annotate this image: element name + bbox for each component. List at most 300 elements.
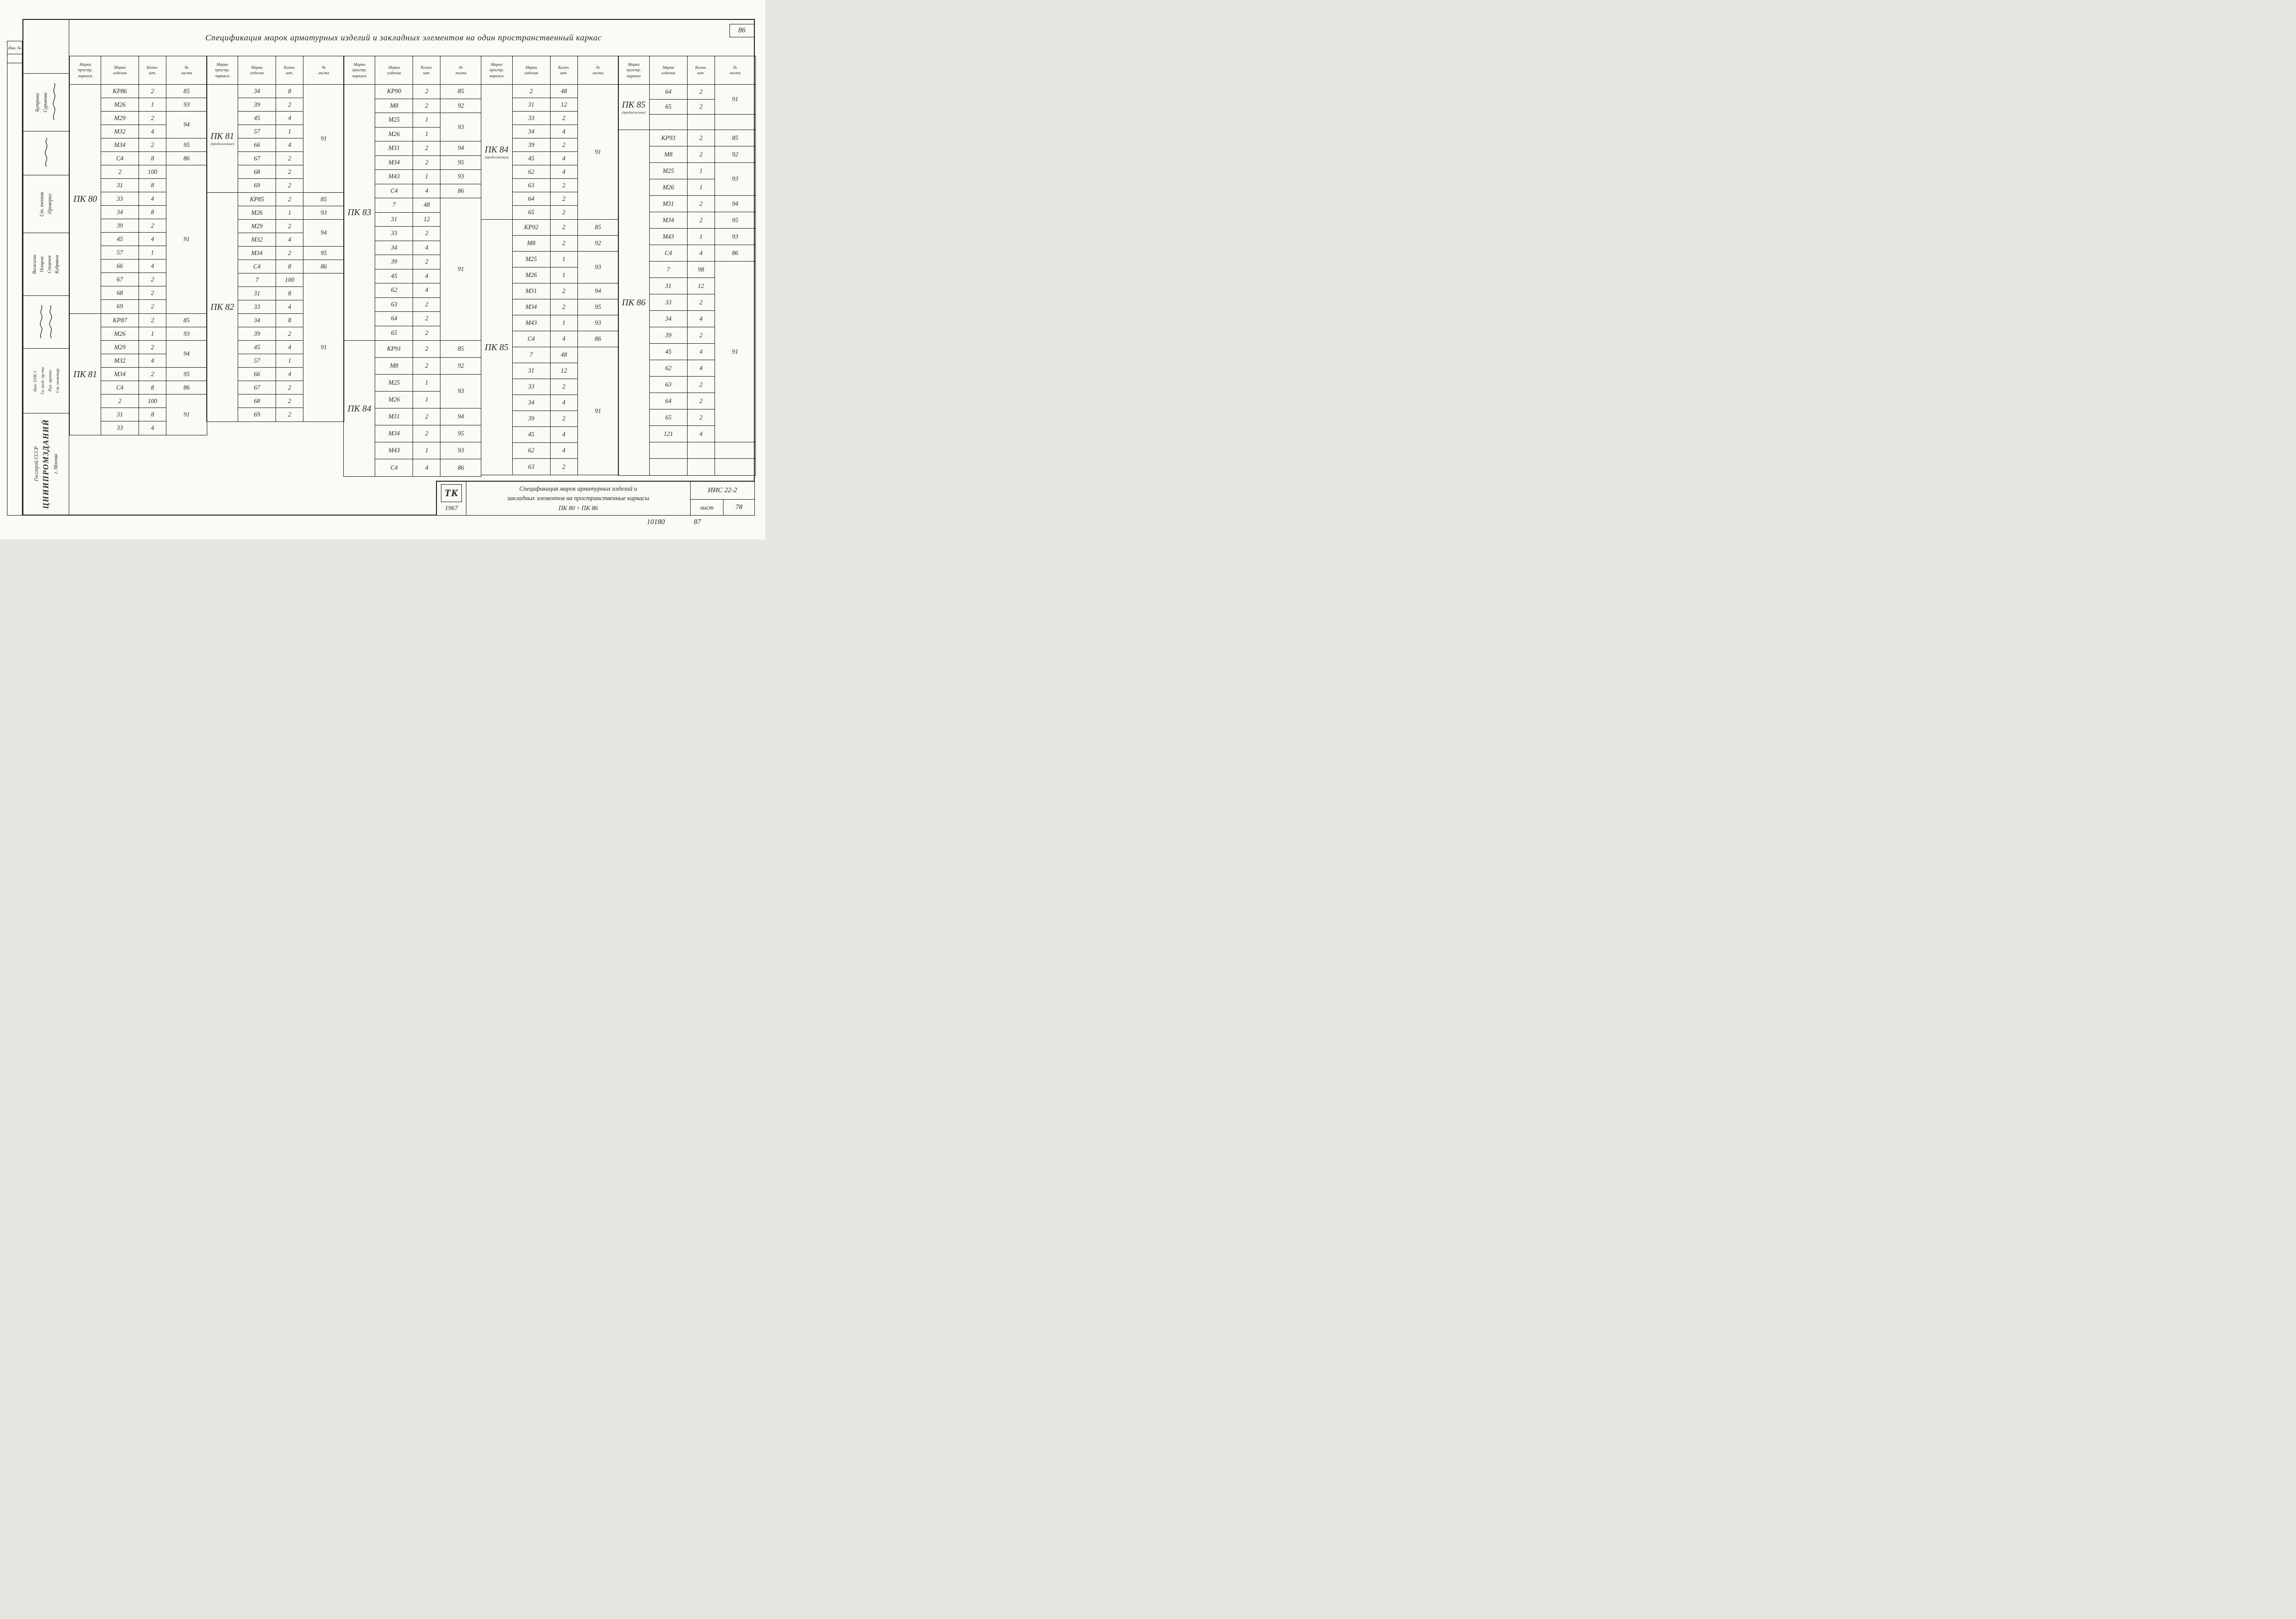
description-line: ПК 80 ÷ ПК 86 (558, 504, 598, 512)
column-header: Марка изделия (650, 56, 688, 84)
inventory-strip (7, 41, 22, 516)
quantity-cell (688, 459, 715, 475)
quantity-cell: 8 (139, 152, 166, 165)
column-header: Марка простр. каркаса (70, 56, 101, 84)
quantity-cell: 2 (551, 192, 578, 206)
item-mark-cell: М25 (650, 163, 688, 179)
item-mark-cell: М26 (101, 327, 139, 341)
quantity-cell: 12 (551, 363, 578, 379)
quantity-cell: 2 (688, 294, 715, 311)
quantity-cell: 2 (413, 227, 440, 241)
sheet-number-cell: 91 (320, 344, 327, 351)
item-mark-cell: 67 (238, 381, 276, 395)
quantity-cell: 4 (551, 125, 578, 138)
sheet-row (691, 500, 754, 515)
quantity-cell: 2 (276, 395, 303, 408)
item-mark-cell: 45 (101, 233, 139, 246)
document-description (466, 482, 691, 515)
quantity-cell: 4 (551, 165, 578, 179)
quantity-cell: 1 (688, 163, 715, 179)
quantity-cell: 1 (276, 206, 303, 220)
quantity-cell: 1 (413, 442, 440, 459)
frame-mark-cell (618, 85, 650, 130)
sheet-number-cell: 91 (594, 407, 601, 414)
page-number: 86 (738, 26, 746, 34)
technician-block (23, 175, 69, 233)
frame-mark-cell (344, 341, 375, 476)
column-header: Колич. шт. (413, 56, 440, 84)
sheet-number-cell: 92 (715, 146, 755, 163)
signature-block (23, 295, 69, 349)
item-mark-cell: М34 (513, 299, 551, 315)
sheet-number-cell: 85 (440, 341, 481, 358)
quantity-cell: 12 (413, 213, 440, 227)
role-label: Проверил (47, 194, 53, 214)
item-mark-cell: М26 (375, 392, 413, 408)
column-header: Колич. шт. (688, 56, 715, 84)
sheet-number-cell: 85 (715, 130, 755, 146)
item-mark-cell: С4 (375, 184, 413, 199)
item-mark-cell: М43 (650, 229, 688, 245)
spec-table-area (69, 56, 756, 477)
quantity-cell: 8 (139, 206, 166, 219)
person-name: Сторчев (47, 255, 52, 273)
item-mark-cell: КР93 (650, 130, 688, 146)
quantity-cell: 2 (413, 298, 440, 312)
quantity-cell: 1 (551, 315, 578, 331)
description-line: закладных элементов на пространственные каркасы (507, 495, 650, 502)
quantity-cell: 8 (276, 260, 303, 273)
quantity-cell: 2 (413, 341, 440, 358)
quantity-cell: 4 (276, 368, 303, 381)
item-mark-cell: М32 (101, 354, 139, 368)
column-header: Колич. шт. (139, 56, 166, 84)
quantity-cell: 2 (551, 236, 578, 252)
item-mark-cell: М29 (101, 341, 139, 354)
quantity-cell: 2 (688, 212, 715, 229)
group-header (70, 56, 207, 85)
item-mark-cell: М25 (375, 113, 413, 128)
item-mark-cell: 34 (238, 314, 276, 327)
column-header: Марка простр. каркаса (344, 56, 375, 84)
group-header (207, 56, 344, 85)
item-mark-cell: М25 (513, 252, 551, 268)
quantity-cell: 4 (413, 283, 440, 298)
item-mark-cell: М31 (375, 141, 413, 156)
item-mark-cell: 39 (101, 219, 139, 233)
quantity-cell: 2 (276, 381, 303, 395)
item-mark-cell: 33 (513, 379, 551, 395)
quantity-cell: 2 (276, 152, 303, 165)
organization-name: Госстрой СССР (33, 446, 39, 482)
item-mark-cell: 2 (513, 85, 551, 98)
item-mark-cell: 31 (238, 287, 276, 300)
quantity-cell: 2 (139, 273, 166, 286)
item-mark-cell: 33 (513, 112, 551, 125)
sheet-number: 78 (735, 503, 742, 511)
sheet-number-cell: 91 (715, 85, 755, 115)
sheet-number-cell (715, 459, 755, 475)
sheet-number-cell: 94 (440, 141, 481, 156)
item-mark-cell: М32 (238, 233, 276, 247)
quantity-cell: 1 (413, 128, 440, 142)
quantity-cell: 2 (688, 393, 715, 409)
item-mark-cell: 45 (375, 270, 413, 284)
quantity-cell: 2 (139, 368, 166, 381)
sheet-number-cell: 91 (183, 411, 190, 418)
quantity-cell: 2 (551, 206, 578, 219)
spec-group-5 (618, 56, 756, 476)
sheet-number-cell: 86 (457, 464, 464, 471)
quantity-cell: 2 (688, 100, 715, 115)
role-label: Рук. группы (47, 370, 52, 392)
quantity-cell: 1 (551, 268, 578, 283)
quantity-cell: 48 (551, 85, 578, 98)
spec-section (70, 85, 207, 314)
item-mark-cell: М32 (101, 125, 139, 138)
item-mark-cell: 65 (513, 206, 551, 219)
sheet-number-cell (715, 115, 755, 130)
item-mark-cell: КР85 (238, 193, 276, 206)
item-mark-cell: М26 (101, 98, 139, 112)
frame-mark-note: (продолжение) (210, 141, 235, 146)
item-mark-cell: 65 (375, 326, 413, 341)
group-header (618, 56, 755, 85)
roles-block (23, 348, 69, 412)
spec-group-4 (481, 56, 619, 475)
spec-group-1 (69, 56, 207, 435)
item-mark-cell: 69 (238, 179, 276, 192)
item-mark-cell: 66 (238, 368, 276, 381)
quantity-cell: 2 (551, 283, 578, 299)
sheet-number-cell: 91 (594, 148, 601, 155)
sheet-number-cell: 95 (166, 138, 207, 152)
quantity-cell: 4 (551, 152, 578, 165)
column-header: Марка простр. каркаса (618, 56, 650, 84)
quantity-cell: 12 (688, 278, 715, 294)
sheet-number-cell: 94 (303, 220, 344, 247)
sheet-number-cell: 93 (166, 98, 207, 112)
frame-mark-label: ПК 81 (73, 369, 97, 379)
checker-name: Бутрина (34, 93, 40, 112)
stamp-year: 1967 (445, 504, 458, 512)
quantity-cell: 2 (688, 130, 715, 146)
quantity-cell: 2 (139, 300, 166, 313)
item-mark-cell: 68 (238, 395, 276, 408)
quantity-cell: 2 (551, 112, 578, 125)
item-mark-cell: 69 (238, 408, 276, 421)
item-mark-cell: С4 (650, 245, 688, 262)
quantity-cell: 2 (413, 255, 440, 270)
quantity-cell: 4 (139, 125, 166, 138)
quantity-cell: 8 (139, 408, 166, 421)
description-line: Спецификация марок арматурных изделий и (519, 485, 637, 492)
item-mark-cell: М25 (375, 375, 413, 392)
quantity-cell: 2 (551, 138, 578, 152)
item-mark-cell: М31 (375, 408, 413, 425)
item-mark-cell: 64 (513, 192, 551, 206)
item-mark-cell: М26 (238, 206, 276, 220)
item-mark-cell: 39 (238, 98, 276, 112)
quantity-cell: 2 (276, 98, 303, 112)
quantity-cell: 4 (413, 270, 440, 284)
quantity-cell: 4 (139, 421, 166, 435)
item-mark-cell: 63 (650, 377, 688, 393)
item-mark-cell: 64 (375, 312, 413, 326)
item-mark-cell: КР87 (101, 314, 139, 327)
item-mark-cell: М8 (513, 236, 551, 252)
sheet-number-cell: 92 (440, 358, 481, 375)
quantity-cell: 2 (413, 326, 440, 341)
role-label: Гл. инж. пр-та (40, 367, 45, 395)
item-mark-cell (650, 115, 688, 130)
quantity-cell: 2 (413, 408, 440, 425)
sheet-number-cell: 94 (578, 283, 618, 299)
item-mark-cell: 7 (513, 347, 551, 363)
spec-section (481, 85, 618, 220)
quantity-cell: 2 (276, 193, 303, 206)
frame-mark-label: ПК 83 (347, 207, 372, 217)
inventory-empty-cell (7, 54, 22, 63)
title-block-right (691, 482, 754, 515)
quantity-cell: 2 (139, 314, 166, 327)
item-mark-cell: 33 (101, 421, 139, 435)
organization-block (23, 413, 69, 515)
spec-group-3 (343, 56, 481, 477)
quantity-cell: 2 (139, 112, 166, 125)
column-header: Марка простр. каркаса (207, 56, 238, 84)
item-mark-cell: 7 (375, 198, 413, 213)
sheet-number-cell: 93 (440, 442, 481, 459)
sheet-number-cell: 86 (440, 184, 481, 199)
quantity-cell: 2 (413, 85, 440, 99)
quantity-cell: 4 (139, 192, 166, 206)
quantity-cell: 1 (413, 170, 440, 184)
item-mark-cell: М8 (375, 99, 413, 114)
sheet-number-cell: 85 (166, 85, 207, 98)
item-mark-cell: 57 (101, 246, 139, 260)
spec-section (70, 314, 207, 435)
item-mark-cell: 64 (650, 85, 688, 100)
sheet-number-cell: 85 (303, 193, 344, 206)
signature-icon (51, 82, 58, 122)
frame-mark-cell (344, 85, 375, 340)
item-mark-cell: М31 (650, 196, 688, 212)
names-block (23, 233, 69, 295)
scanned-sheet (0, 0, 765, 540)
item-mark-cell: С4 (238, 260, 276, 273)
person-name: Выжигин (32, 255, 37, 274)
quantity-cell: 4 (688, 245, 715, 262)
sheet-number-cell: 85 (440, 85, 481, 99)
quantity-cell: 1 (139, 246, 166, 260)
item-mark-cell: 45 (513, 152, 551, 165)
quantity-cell: 1 (139, 327, 166, 341)
quantity-cell: 12 (551, 98, 578, 112)
item-mark-cell: 63 (375, 298, 413, 312)
item-mark-cell: 31 (513, 98, 551, 112)
item-mark-cell: М26 (513, 268, 551, 283)
quantity-cell: 1 (551, 252, 578, 268)
quantity-cell: 4 (276, 138, 303, 152)
item-mark-cell: С4 (375, 459, 413, 476)
quantity-cell (688, 115, 715, 130)
drawing-frame (22, 19, 755, 516)
quantity-cell: 2 (276, 165, 303, 179)
page-number-box (729, 24, 754, 37)
sheet-number-cell: 94 (440, 408, 481, 425)
quantity-cell: 4 (688, 311, 715, 327)
quantity-cell: 1 (276, 354, 303, 368)
quantity-cell: 2 (551, 179, 578, 192)
frame-mark-cell (70, 85, 101, 313)
column-header: Марка изделия (375, 56, 413, 84)
role-label: Нач. ОТК-1 (32, 370, 37, 392)
quantity-cell: 2 (413, 99, 440, 114)
frame-mark-label: ПК 84 (347, 403, 372, 413)
quantity-cell: 2 (139, 219, 166, 233)
item-mark-cell: 62 (513, 165, 551, 179)
quantity-cell: 8 (276, 85, 303, 98)
sheet-number-cell: 95 (303, 247, 344, 260)
frame-mark-cell (618, 130, 650, 475)
sheet-number-cell: 86 (303, 260, 344, 273)
quantity-cell: 2 (688, 327, 715, 344)
item-mark-cell: С4 (513, 331, 551, 347)
signature-block (23, 131, 69, 175)
quantity-cell: 2 (276, 247, 303, 260)
quantity-cell: 2 (688, 196, 715, 212)
sheet-number-cell: 93 (440, 170, 481, 184)
quantity-cell: 4 (688, 344, 715, 360)
quantity-cell: 100 (276, 273, 303, 287)
series-code: ИИС 22-2 (691, 482, 754, 500)
frame-mark-label: ПК 82 (210, 302, 234, 312)
title-block (436, 481, 754, 515)
sheet-number-cell: 85 (166, 314, 207, 327)
item-mark-cell: 39 (513, 138, 551, 152)
sheet-number-cell: 93 (715, 229, 755, 245)
quantity-cell: 1 (688, 179, 715, 196)
item-mark-cell: 57 (238, 354, 276, 368)
item-mark-cell: 31 (650, 278, 688, 294)
spec-section (207, 193, 344, 422)
inventory-number-label: Инв. № (7, 41, 22, 54)
frame-mark-note: (продолжение) (484, 155, 509, 159)
column-header: Марка простр. каркаса (481, 56, 513, 84)
frame-mark-label: ПК 86 (622, 297, 646, 307)
item-mark-cell: 39 (513, 411, 551, 427)
sheet-number-cell: 93 (715, 163, 755, 196)
item-mark-cell: 31 (101, 179, 139, 192)
quantity-cell: 4 (139, 233, 166, 246)
item-mark-cell: 67 (101, 273, 139, 286)
column-header: Марка изделия (101, 56, 139, 84)
item-mark-cell: М34 (650, 212, 688, 229)
item-mark-cell: 2 (101, 395, 139, 408)
item-mark-cell: 63 (513, 459, 551, 475)
sheet-number-cell: 91 (320, 135, 327, 142)
frame-mark-cell (207, 85, 238, 192)
sheet-number-cell: 86 (166, 152, 207, 165)
quantity-cell: 2 (413, 141, 440, 156)
item-mark-cell: 33 (650, 294, 688, 311)
column-header: Марка изделия (513, 56, 551, 84)
item-mark-cell: С4 (101, 152, 139, 165)
sheet-number-cell: 95 (715, 212, 755, 229)
quantity-cell: 1 (413, 113, 440, 128)
frame-mark-label: ПК 81 (210, 131, 234, 141)
quantity-cell: 2 (688, 377, 715, 393)
quantity-cell: 1 (139, 98, 166, 112)
item-mark-cell: М8 (375, 358, 413, 375)
quantity-cell: 98 (688, 262, 715, 278)
quantity-cell: 4 (688, 426, 715, 442)
item-mark-cell: 67 (238, 152, 276, 165)
quantity-cell: 2 (276, 220, 303, 233)
group-header (344, 56, 481, 85)
item-mark-cell: КР90 (375, 85, 413, 99)
quantity-cell: 48 (551, 347, 578, 363)
sheet-number-cell: 95 (440, 425, 481, 442)
person-name: Кудрявая (55, 255, 60, 274)
sheet-number-cell: 92 (578, 236, 618, 252)
column-header: Колич. шт. (551, 56, 578, 84)
item-mark-cell: 69 (101, 300, 139, 313)
item-mark-cell: 33 (101, 192, 139, 206)
item-mark-cell: 121 (650, 426, 688, 442)
item-mark-cell: М43 (513, 315, 551, 331)
item-mark-cell: КР86 (101, 85, 139, 98)
frame-mark-cell (481, 85, 513, 219)
quantity-cell: 2 (551, 220, 578, 236)
sheet-number-cell: 94 (166, 112, 207, 138)
item-mark-cell: 65 (650, 100, 688, 115)
organization-city: г. Москва (53, 454, 59, 474)
sheet-number-cell: 91 (183, 236, 190, 243)
sheet-number-cell: 91 (457, 266, 464, 272)
stamp-spacer (23, 20, 69, 73)
stamp-code: ТК (441, 484, 462, 502)
stamp-cell (437, 482, 466, 515)
quantity-cell: 4 (276, 300, 303, 314)
sheet-number-cell: 93 (303, 206, 344, 220)
item-mark-cell: КР91 (375, 341, 413, 358)
quantity-cell: 4 (551, 443, 578, 459)
quantity-cell: 2 (551, 379, 578, 395)
sheet-label: лист (691, 500, 723, 515)
person-name: Петров (40, 256, 45, 272)
signature-column (23, 20, 69, 515)
item-mark-cell: 31 (101, 408, 139, 421)
column-header: Колич. шт. (276, 56, 303, 84)
sheet-number-cell: 94 (715, 196, 755, 212)
item-mark-cell: 68 (238, 165, 276, 179)
column-header: Марка изделия (238, 56, 276, 84)
quantity-cell: 4 (551, 331, 578, 347)
spec-section (618, 130, 755, 476)
frame-mark-cell (207, 193, 238, 421)
signature-icon (43, 137, 50, 168)
item-mark-cell: М8 (650, 146, 688, 163)
item-mark-cell: М43 (375, 442, 413, 459)
quantity-cell: 2 (139, 138, 166, 152)
signature-icon (38, 304, 45, 340)
quantity-cell: 4 (413, 184, 440, 199)
frame-mark-cell (481, 220, 513, 475)
item-mark-cell: 66 (238, 138, 276, 152)
quantity-cell: 100 (139, 395, 166, 408)
